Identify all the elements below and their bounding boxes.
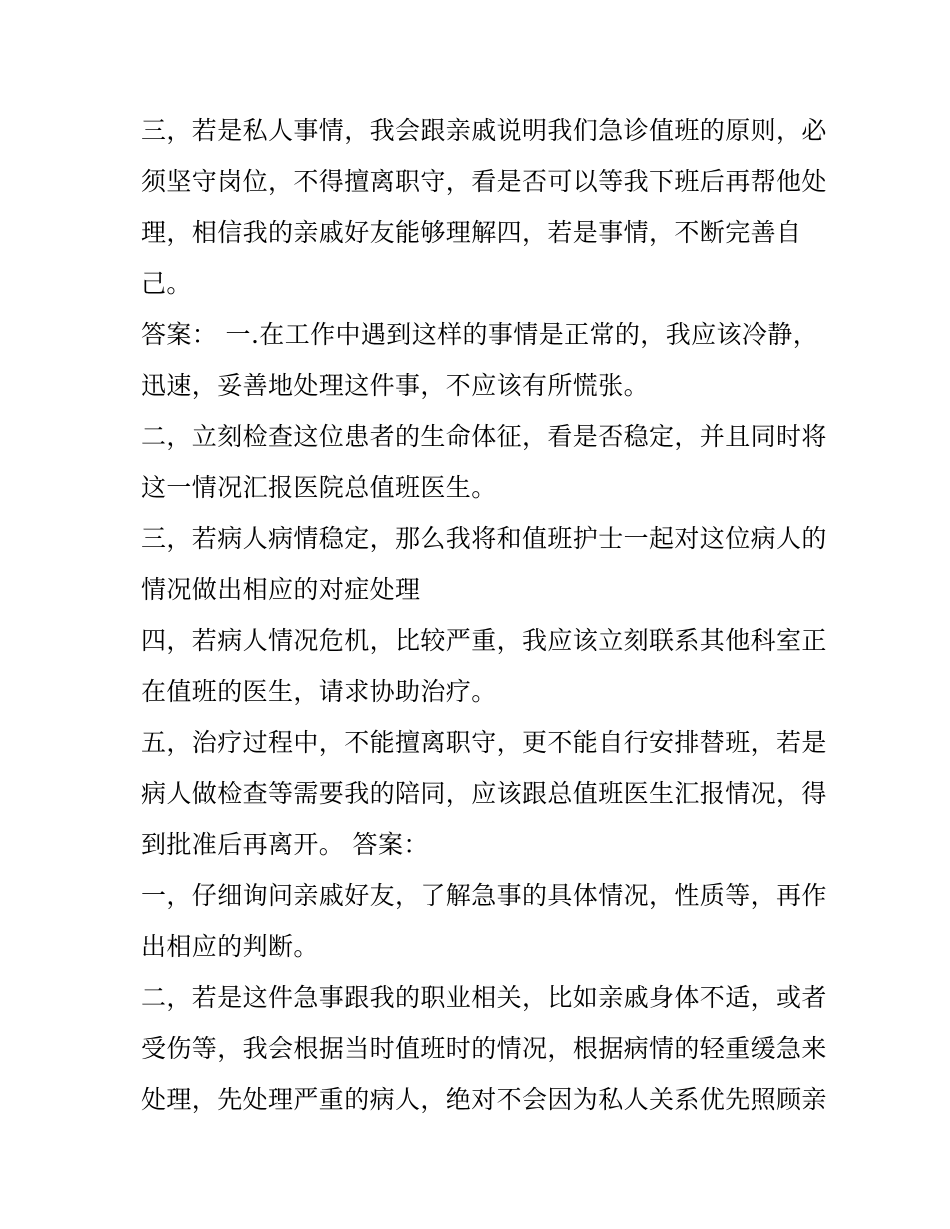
text-line: 二，立刻检查这位患者的生命体征，看是否稳定，并且同时将 bbox=[141, 422, 827, 451]
text-line: 受伤等，我会根据当时值班时的情况，根据病情的轻重缓急来 bbox=[141, 1034, 827, 1063]
text-line: 五，治疗过程中，不能擅离职守，更不能自行安排替班，若是 bbox=[141, 728, 827, 757]
text-line: 二，若是这件急事跟我的职业相关，比如亲戚身体不适，或者 bbox=[141, 983, 827, 1012]
text-line: 到批准后再离开。 答案： bbox=[141, 830, 429, 859]
text-line: 答案： 一.在工作中遇到这样的事情是正常的，我应该冷静， bbox=[141, 320, 819, 349]
text-line: 在值班的医生，请求协助治疗。 bbox=[141, 677, 497, 706]
document-body bbox=[141, 111, 827, 1131]
text-line: 三，若病人病情稳定，那么我将和值班护士一起对这位病人的 bbox=[141, 524, 827, 553]
text-line: 病人做检查等需要我的陪同，应该跟总值班医生汇报情况，得 bbox=[141, 779, 827, 808]
text-line: 处理，先处理严重的病人，绝对不会因为私人关系优先照顾亲 bbox=[141, 1085, 827, 1114]
text-line: 三，若是私人事情，我会跟亲戚说明我们急诊值班的原则，必 bbox=[141, 116, 827, 145]
text-line: 理，相信我的亲戚好友能够理解四，若是事情，不断完善自 bbox=[141, 218, 802, 247]
text-line: 须坚守岗位，不得擅离职守，看是否可以等我下班后再帮他处 bbox=[141, 167, 827, 196]
text-line: 迅速，妥善地处理这件事，不应该有所慌张。 bbox=[141, 371, 650, 400]
text-line: 四，若病人情况危机，比较严重，我应该立刻联系其他科室正 bbox=[141, 626, 827, 655]
text-line: 这一情况汇报医院总值班医生。 bbox=[141, 473, 497, 502]
text-line: 一，仔细询问亲戚好友，了解急事的具体情况，性质等，再作 bbox=[141, 881, 827, 910]
text-line: 情况做出相应的对症处理 bbox=[141, 575, 421, 604]
text-line: 己。 bbox=[141, 269, 192, 298]
text-line: 出相应的判断。 bbox=[141, 932, 319, 961]
